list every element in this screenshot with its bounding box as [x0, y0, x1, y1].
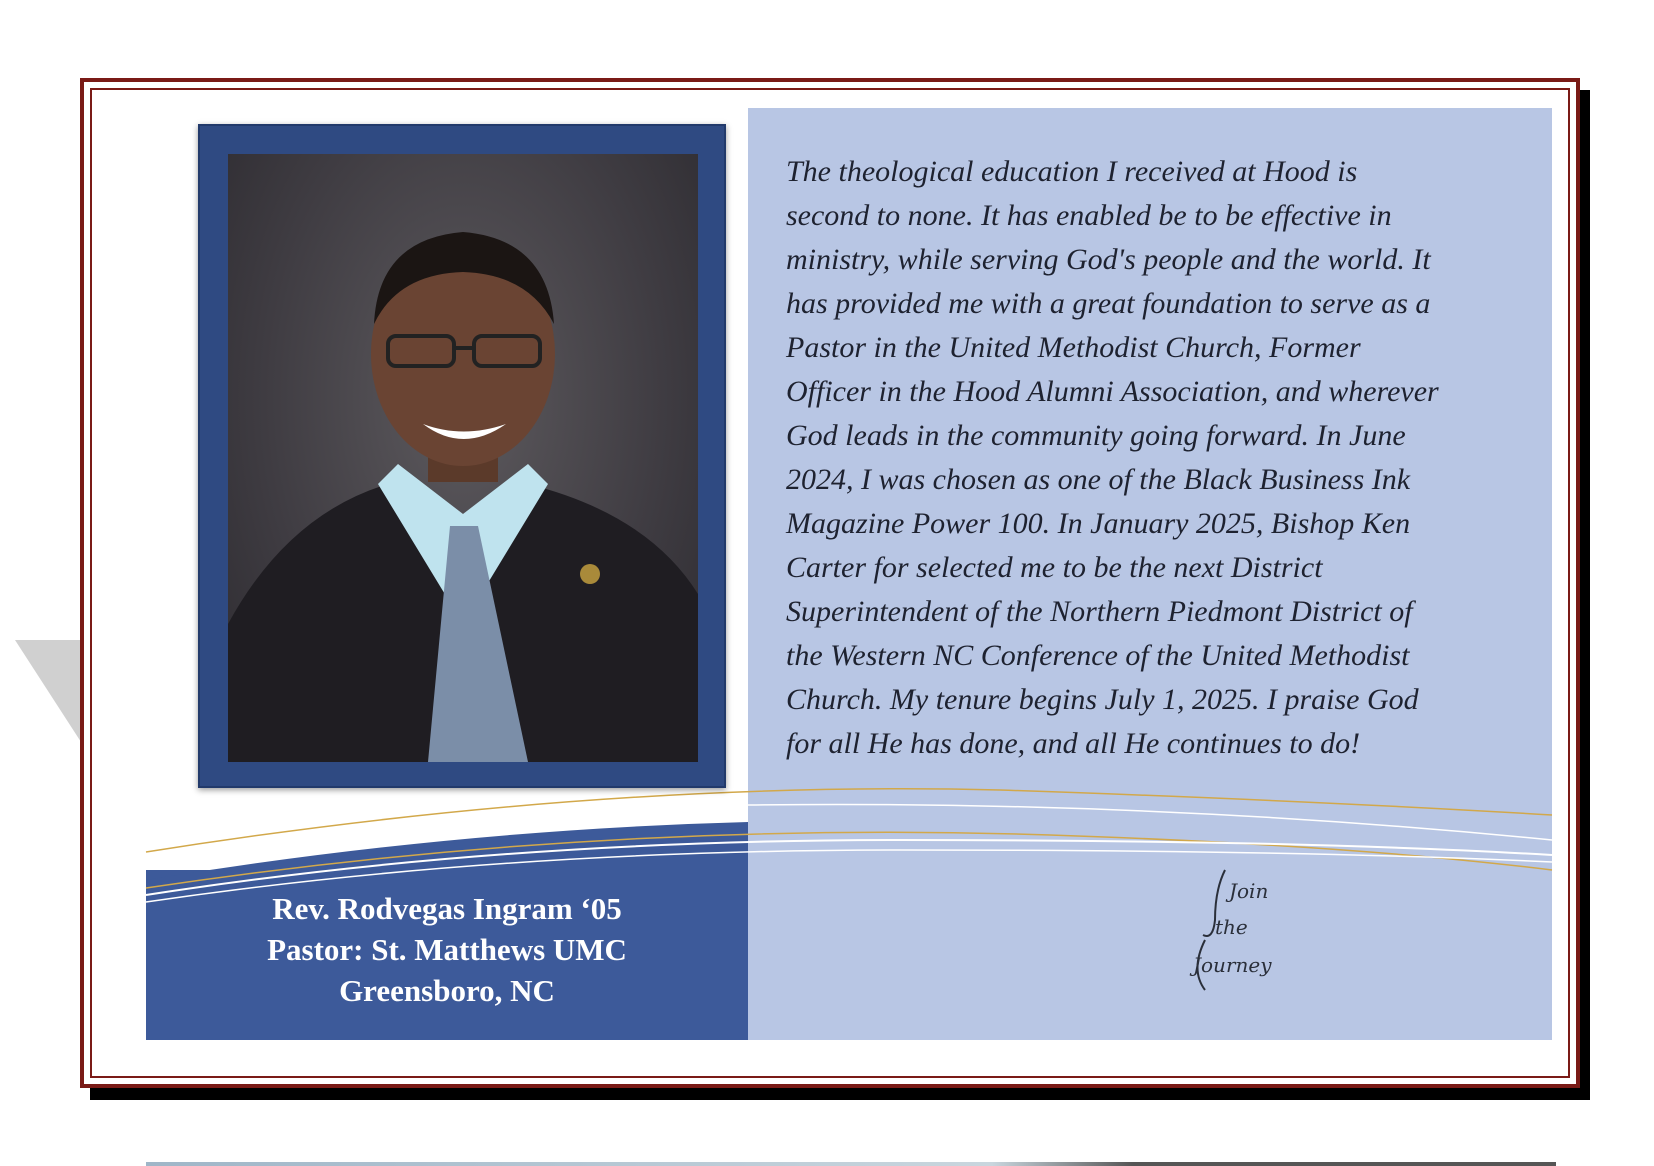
quote-line: Magazine Power 100. In January 2025, Bishop Ken [786, 507, 1411, 540]
caption-location: Greensboro, NC [339, 973, 555, 1008]
quote-line: ministry, while serving God's people and the world. It [786, 243, 1431, 276]
quote-line: Pastor in the United Methodist Church, Former [786, 331, 1361, 364]
next-page-strip [146, 1162, 1556, 1166]
quote-line: Church. My tenure begins July 1, 2025. I praise God [786, 683, 1419, 716]
quote-line: for all He has done, and all He continues to do! [786, 727, 1361, 760]
portrait-frame [198, 124, 726, 788]
caption-block [146, 888, 748, 1011]
logo-word-join: Join [1229, 879, 1269, 903]
testimonial-quote [786, 150, 1526, 766]
quote-line: has provided me with a great foundation to serve as a [786, 287, 1431, 320]
quote-line: Carter for selected me to be the next District [786, 551, 1323, 584]
portrait-photo [228, 154, 698, 762]
logo-word-journey: Journey [1193, 953, 1272, 977]
quote-line: the Western NC Conference of the United Methodist [786, 639, 1410, 672]
quote-line: 2024, I was chosen as one of the Black Business Ink [786, 463, 1411, 496]
portrait-illustration [228, 154, 698, 762]
quote-line: second to none. It has enabled be to be effective in [786, 199, 1392, 232]
quote-line: God leads in the community going forward. In June [786, 419, 1406, 452]
caption-name: Rev. Rodvegas Ingram ‘05 [272, 891, 622, 926]
quote-line: Superintendent of the Northern Piedmont District of [786, 595, 1413, 628]
caption-role: Pastor: St. Matthews UMC [267, 932, 627, 967]
logo-word-the: the [1215, 915, 1248, 939]
join-the-journey-logo [1185, 860, 1305, 1010]
quote-line: The theological education I received at Hood is [786, 155, 1358, 188]
quote-line: Officer in the Hood Alumni Association, and wherever [786, 375, 1439, 408]
